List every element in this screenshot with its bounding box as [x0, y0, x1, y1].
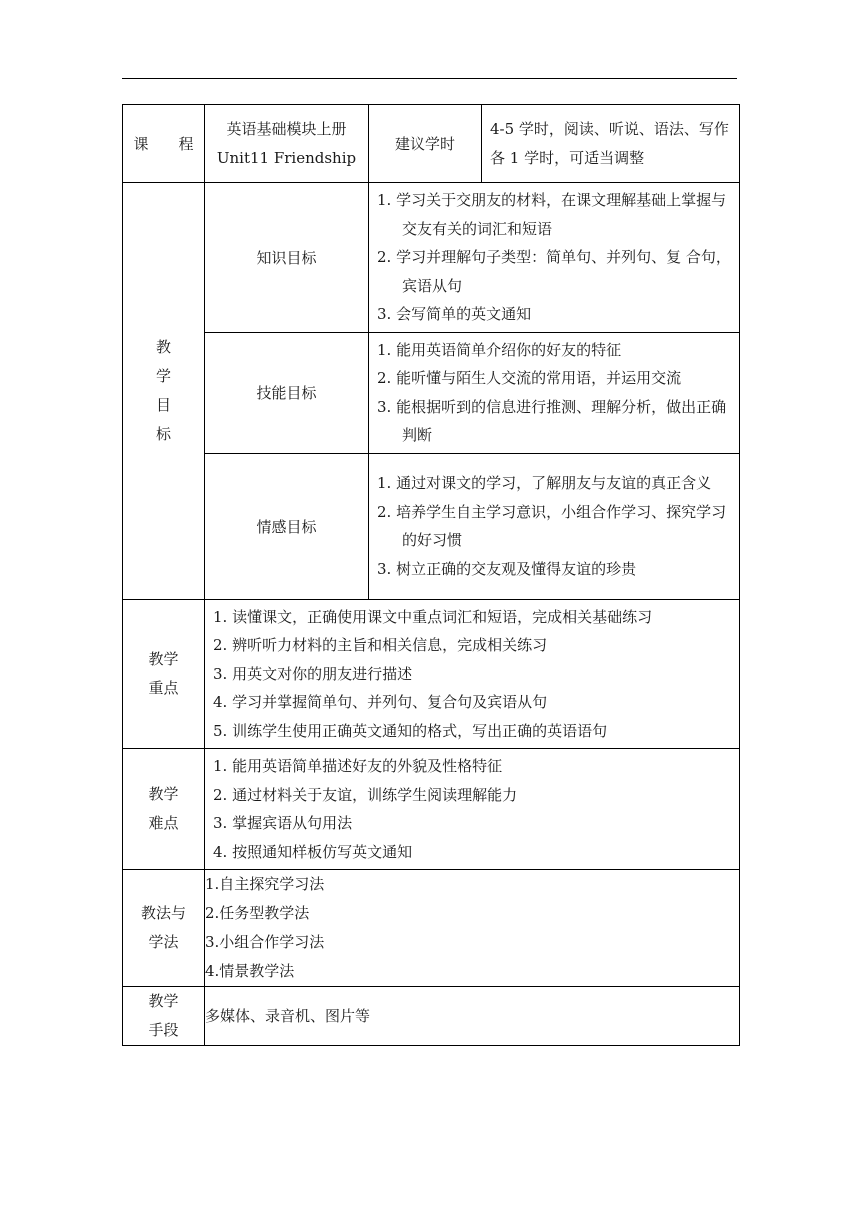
- list-item: 3. 树立正确的交友观及懂得友谊的珍贵: [377, 559, 637, 578]
- methods-label-line1: 教法与: [140, 904, 186, 922]
- list-item: 2. 学习并理解句子类型：简单句、并列句、复 合句，宾语从句: [377, 248, 731, 295]
- difficulties-list: [205, 749, 739, 869]
- skill-goal-list: [369, 333, 739, 453]
- course-row: [123, 105, 740, 183]
- emotion-goal-label: 情感目标: [205, 453, 369, 599]
- course-title-line2: Unit11 Friendship: [216, 148, 357, 167]
- list-item: 2.任务型教学法: [205, 904, 310, 922]
- objectives-label-char: 学: [155, 366, 171, 385]
- list-item: 2. 能听懂与陌生人交流的常用语，并运用交流: [377, 369, 682, 387]
- key-points-row: [123, 599, 740, 749]
- difficulties-label-line2: 难点: [148, 814, 179, 832]
- list-item: 1. 通过对课文的学习，了解朋友与友谊的真正含义: [377, 474, 712, 492]
- list-item: 4. 学习并掌握简单句、并列句、复合句及宾语从句: [213, 693, 548, 711]
- skill-goal-list-cell: [369, 332, 740, 453]
- key-points-label-line2: 重点: [148, 678, 179, 697]
- objectives-label: [123, 183, 205, 600]
- list-item: 1. 读懂课文，正确使用课文中重点词汇和短语，完成相关基础练习: [213, 607, 653, 626]
- methods-label-line2: 学法: [148, 933, 179, 951]
- list-item: 3. 会写简单的英文通知: [377, 305, 532, 323]
- key-points-label-line1: 教学: [148, 649, 179, 668]
- objectives-label-char: 标: [155, 424, 171, 443]
- list-item: 3. 用英文对你的朋友进行描述: [213, 664, 413, 683]
- list-item: 5. 训练学生使用正确英文通知的格式，写出正确的英语语句: [213, 721, 608, 740]
- objectives-label-char: 教: [155, 337, 171, 356]
- list-item: 1. 能用英语简单描述好友的外貌及性格特征: [213, 757, 503, 775]
- emotion-goal-list: [369, 466, 739, 586]
- difficulties-row: [123, 749, 740, 870]
- means-label: [123, 987, 205, 1046]
- means-value: 多媒体、录音机、图片等: [205, 987, 740, 1046]
- skill-goal-label: 技能目标: [205, 332, 369, 453]
- list-item: 1. 学习关于交朋友的材料，在课文理解基础上掌握与交友有关的词汇和短语: [377, 191, 727, 238]
- methods-list-cell: [205, 870, 740, 987]
- list-item: 2. 通过材料关于友谊，训练学生阅读理解能力: [213, 785, 518, 804]
- list-item: 2. 培养学生自主学习意识，小组合作学习、探究学习的好习惯: [377, 502, 727, 549]
- means-label-line2: 手段: [148, 1021, 179, 1039]
- objectives-row-emotion: [123, 453, 740, 599]
- list-item: 2. 辨听听力材料的主旨和相关信息，完成相关练习: [213, 636, 548, 654]
- course-title-line1: 英语基础模块上册: [226, 119, 347, 138]
- means-label-line1: 教学: [148, 992, 179, 1010]
- objectives-row-skills: [123, 332, 740, 453]
- key-points-list-cell: [205, 599, 740, 749]
- list-item: 4. 按照通知样板仿写英文通知: [213, 842, 413, 861]
- course-title-cell: [205, 105, 369, 183]
- key-points-label: [123, 599, 205, 749]
- header-rule: [122, 78, 737, 79]
- hours-value: 4-5 学时，阅读、听说、语法、写作各 1 学时，可适当调整: [482, 105, 740, 183]
- hours-label: 建议学时: [369, 105, 482, 183]
- methods-row: [123, 870, 740, 987]
- difficulties-list-cell: [205, 749, 740, 870]
- difficulties-label-line1: 教学: [148, 785, 179, 803]
- list-item: 3. 掌握宾语从句用法: [213, 814, 353, 832]
- list-item: 3. 能根据听到的信息进行推测、理解分析，做出正确判断: [377, 397, 727, 444]
- list-item: 1. 能用英语简单介绍你的好友的特征: [377, 340, 622, 359]
- list-item: 1.自主探究学习法: [205, 875, 325, 893]
- lesson-plan-table: [122, 104, 740, 1046]
- emotion-goal-list-cell: [369, 453, 740, 599]
- means-row: [123, 987, 740, 1046]
- knowledge-goal-label: 知识目标: [205, 183, 369, 333]
- knowledge-goal-list-cell: [369, 183, 740, 333]
- objectives-row-knowledge: [123, 183, 740, 333]
- course-label: 课 程: [123, 105, 205, 183]
- list-item: 4.情景教学法: [205, 962, 295, 980]
- difficulties-label: [123, 749, 205, 870]
- knowledge-goal-list: [369, 183, 739, 332]
- methods-label: [123, 870, 205, 987]
- key-points-list: [205, 600, 739, 749]
- list-item: 3.小组合作学习法: [205, 933, 325, 951]
- objectives-label-char: 目: [155, 395, 171, 414]
